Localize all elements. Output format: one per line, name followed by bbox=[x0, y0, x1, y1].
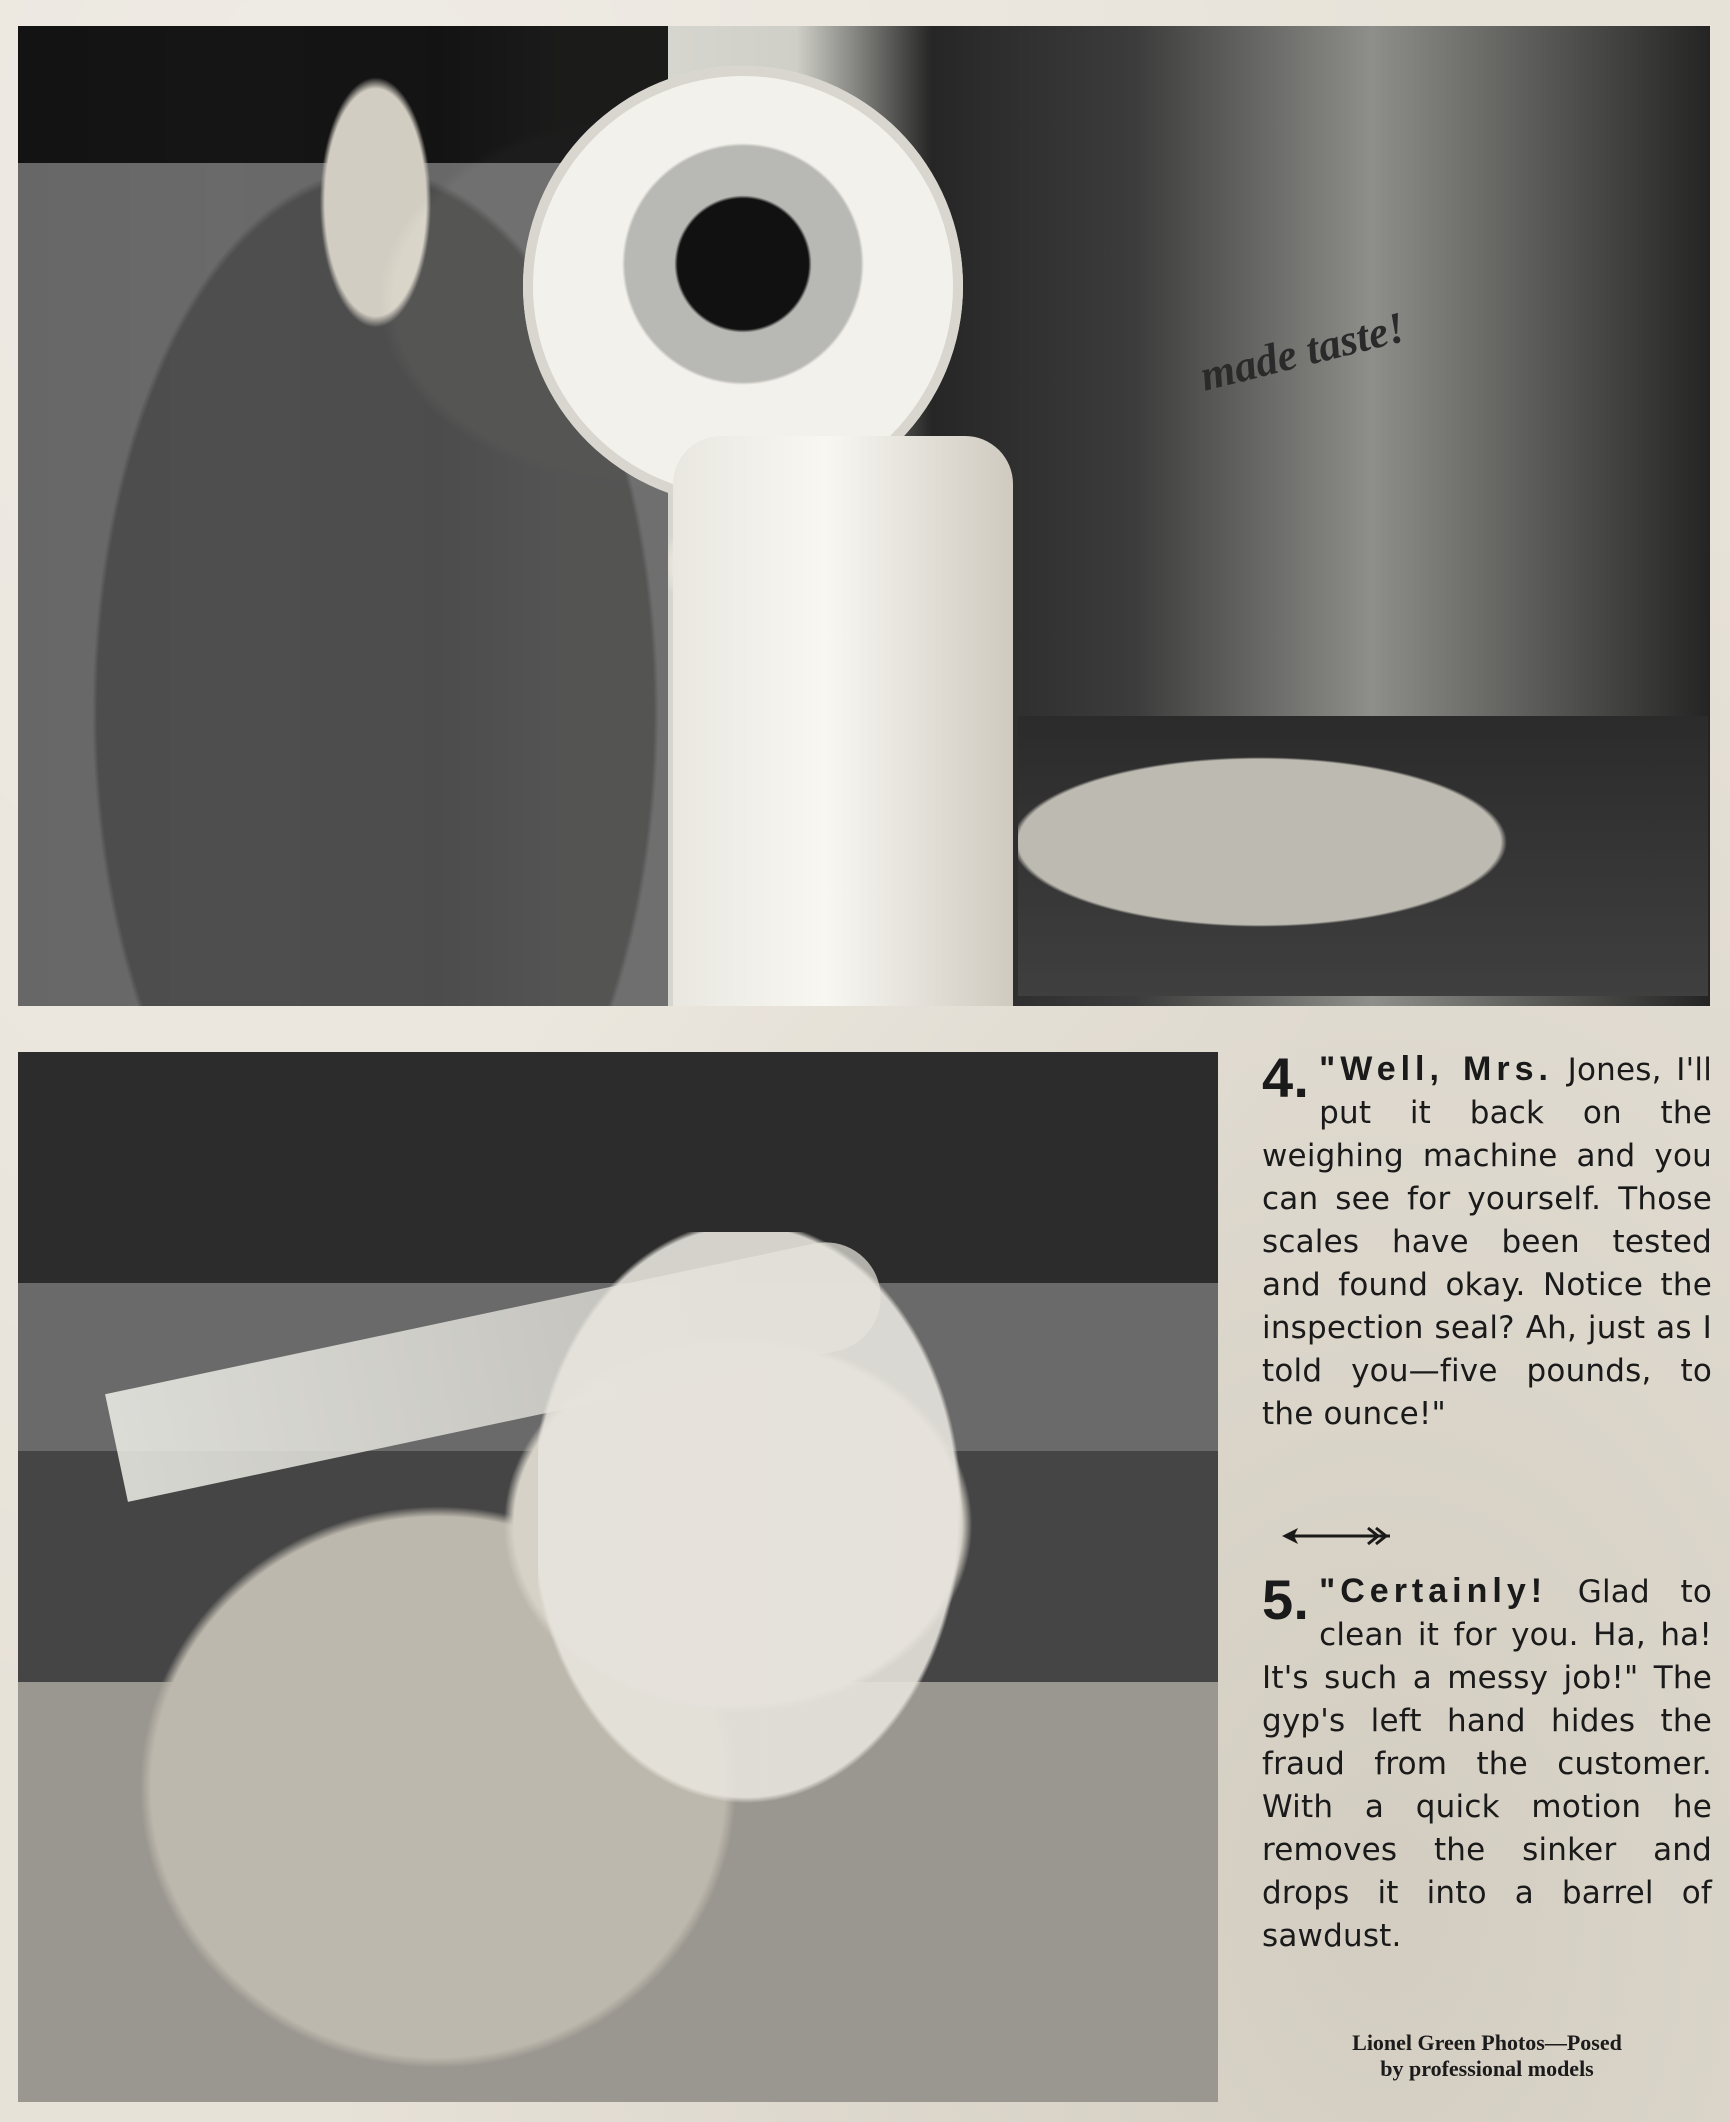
caption-column bbox=[1262, 1048, 1712, 2108]
weighing-scale-column bbox=[673, 436, 1013, 1006]
caption-number: 5. bbox=[1262, 1568, 1310, 1631]
butcher-hand bbox=[538, 1232, 1058, 1932]
caption-step-4 bbox=[1262, 1048, 1712, 1436]
caption-number: 4. bbox=[1262, 1046, 1310, 1109]
photo-woman-at-scale bbox=[18, 26, 1710, 1006]
photo-credit-line-2: by professional models bbox=[1380, 2056, 1594, 2081]
caption-step-5 bbox=[1262, 1570, 1712, 1958]
caption-body: Glad to clean it for you. Ha, ha! It's such a messy job!" The gyp's left hand hides the fraud from the customer. With a quick motion he removes the sinker and drops it into a barrel of sawdust. bbox=[1262, 1574, 1712, 1954]
caption-lead: "Well, Mrs. bbox=[1319, 1050, 1553, 1088]
photo-hands-cleaning-chicken bbox=[18, 1052, 1218, 2102]
photo-credit-line-1: Lionel Green Photos—Posed bbox=[1352, 2030, 1622, 2055]
chicken-on-scale-tray bbox=[1018, 716, 1708, 996]
scale-label-text: made taste! bbox=[1195, 302, 1410, 401]
caption-body: Jones, I'll put it back on the weighing machine and you can see for yourself. Those scales have been tested and found okay. Notice the inspection seal? Ah, just as I told you—five pounds, to the ounce!" bbox=[1262, 1052, 1713, 1432]
caption-lead: "Certainly! bbox=[1319, 1572, 1548, 1610]
arrow-left-icon bbox=[1282, 1526, 1392, 1546]
photo-credit bbox=[1262, 2030, 1712, 2082]
